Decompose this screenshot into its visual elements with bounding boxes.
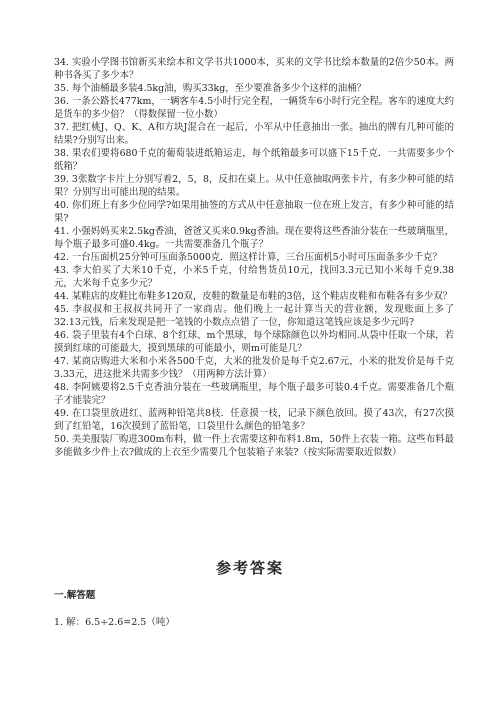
problem-item: 34. 实验小学图书馆新买来绘本和文学书共1000本，买来的文学书比绘本数量的2倍少50本。两种书各买了多少本？	[54, 57, 454, 81]
answer-item: 1. 解：6.5÷2.6=2.5（吨）	[54, 617, 175, 628]
section-label: 一.解答题	[54, 590, 96, 601]
problem-item: 49. 在口袋里放进红、蓝两种铅笔共8枝．任意摸一枝，记录下颜色放回。摸了43次，有27次摸到了红铅笔，16次摸到了蓝铅笔，口袋里什么颜色的铅笔多？	[54, 408, 454, 432]
problem-item: 35. 每个油桶最多装4.5kg油，购买33kg，至少要准备多少个这样的油桶？	[54, 83, 366, 94]
problem-item: 48. 李阿姨要将2.5千克香油分装在一些玻璃瓶里，每个瓶子最多可装0.4千克。需要准备几个瓶子才能装完？	[54, 382, 454, 406]
problem-item: 40. 你们班上有多少位同学?如果用抽签的方式从中任意抽取一位在班上发言，有多少种可能的结果?	[54, 200, 454, 224]
problem-item: 50. 美美服装厂购进300m布料，做一件上衣需要这种布料1.8m，50件上衣装一箱。这些布料最多能做多少件上衣?做成的上衣至少需要几个包装箱子来装?（按实际需要取近似数）	[54, 434, 454, 458]
problem-list	[54, 56, 454, 459]
problem-item: 38. 果农们要将680千克的葡萄装进纸箱运走，每个纸箱最多可以盛下15千克．一共需要多少个纸箱？	[54, 148, 454, 172]
answer-key-title: 参考答案	[215, 559, 284, 577]
problem-item: 44. 某鞋店的皮鞋比布鞋多120双，皮鞋的数量是布鞋的3倍，这个鞋店皮鞋和布鞋各有多少双？	[54, 291, 453, 302]
problem-item: 45. 李叔叔和王叔叔共同开了一家商店。他们晚上一起计算当天的营业额，发现账面上多了32.13元钱，后来发现是把一笔钱的小数点点错了一位，你知道这笔钱应该是多少元吗?	[54, 304, 454, 328]
problem-item: 47. 某商店购进大米和小米各500千克，大米的批发价是每千克2.67元，小米的批发价是每千克3.33元，进这批米共需多少钱？（用两种方法计算）	[54, 356, 454, 380]
problem-item: 43. 李大伯买了大米10千克，小米5千克，付给售货员10元，找回3.3元已知小米每千克9.38元，大米每千克多少元？	[54, 265, 454, 289]
problem-item: 39. 3张数字卡片上分别写着2，5，8，反扣在桌上。从中任意抽取两张卡片，有多少种可能的结果？分别写出可能出现的结果。	[54, 174, 454, 198]
problem-item: 42. 一台压面机25分钟可压面条5000克．照这样计算，三台压面机5小时可压面条多少千克？	[54, 252, 442, 263]
problem-item: 36. 一条公路长477km，一辆客车4.5小时行完全程，一辆货车6小时行完全程。客车的速度大约是货车的多少倍？（得数保留一位小数）	[54, 96, 454, 120]
problem-item: 41. 小强妈妈买来2.5kg香油，爸爸又买来0.9kg香油。现在要将这些香油分装在一些玻璃瓶里，每个瓶子最多可盛0.4kg。一共需要准备几个瓶子？	[54, 226, 454, 250]
problem-item: 37. 把红桃J、Q、K、A和方块J混合在一起后，小军从中任意抽出一张。抽出的牌有几种可能的结果?分别写出来。	[54, 122, 454, 146]
problem-item: 46. 袋子里装有4个白球、8个红球、m个黑球，每个球除颜色以外均相同.从袋中任取一个球，若摸到红球的可能最大，摸到黑球的可能最小，则m可能是几？	[54, 330, 454, 354]
